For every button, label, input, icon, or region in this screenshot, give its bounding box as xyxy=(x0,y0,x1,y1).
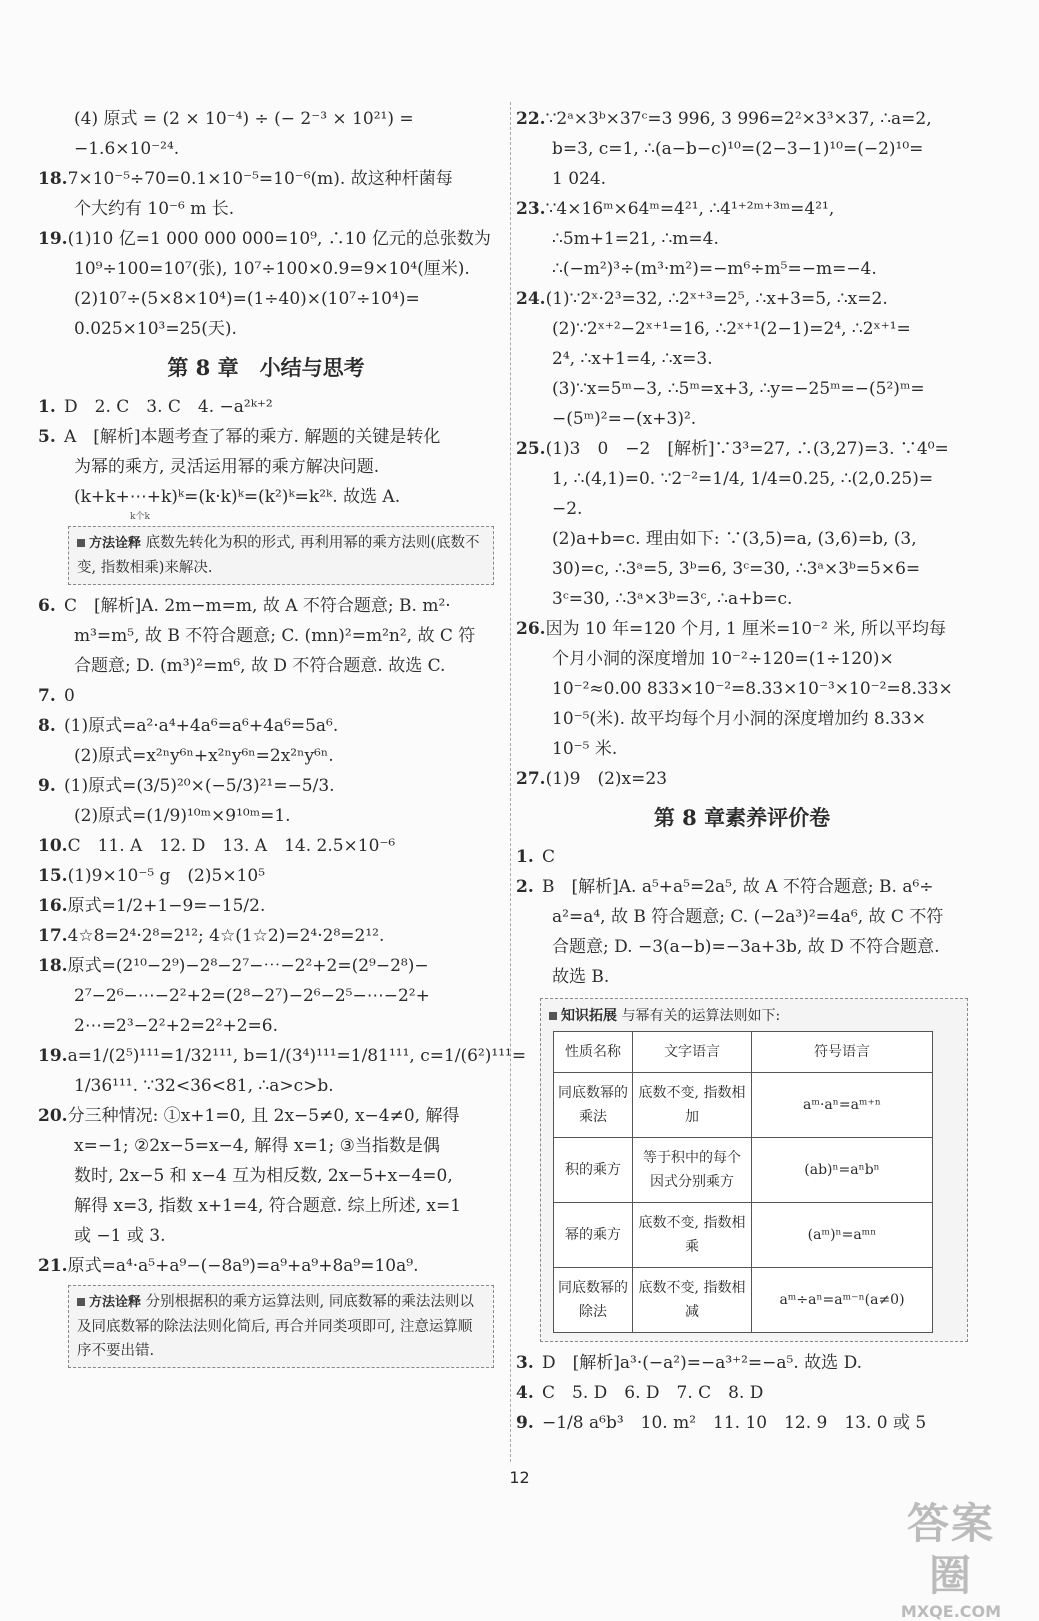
question-number: 9. xyxy=(38,776,56,796)
answer-text: D [解析]a³·(−a²)=−a³⁺²=−a⁵. 故选 D. xyxy=(542,1353,863,1373)
answer-line xyxy=(516,1348,968,1378)
question-number: 6. xyxy=(38,596,56,616)
answer-line xyxy=(38,771,494,801)
knowledge-box xyxy=(540,998,968,1342)
answer-line xyxy=(516,524,968,554)
table-cell: aᵐ÷aⁿ=aᵐ⁻ⁿ(a≠0) xyxy=(752,1268,933,1333)
answer-text: 10⁻²≈0.00 833×10⁻²=8.33×10⁻³×10⁻²=8.33× xyxy=(552,679,953,699)
answer-line xyxy=(38,1191,494,1221)
answer-line xyxy=(516,554,968,584)
answer-line xyxy=(516,404,968,434)
answer-text: (4) 原式 = (2 × 10⁻⁴) ÷ (− 2⁻³ × 10²¹) = xyxy=(74,109,414,129)
answer-text: C 11. A 12. D 13. A 14. 2.5×10⁻⁶ xyxy=(67,836,396,856)
answer-text: 2⁴, ∴x+1=4, ∴x=3. xyxy=(552,349,713,369)
question-number: 22. xyxy=(516,109,546,129)
table-cell: 底数不变, 指数相乘 xyxy=(633,1203,752,1268)
method-note-1 xyxy=(68,526,494,585)
answer-line xyxy=(38,951,494,981)
method-note-tag: 方法诠释 xyxy=(77,1295,141,1310)
column-divider xyxy=(510,102,511,1462)
question-number: 15. xyxy=(38,866,68,886)
answer-text: 合题意; D. −3(a−b)=−3a+3b, 故 D 不符合题意. xyxy=(552,937,940,957)
question-number: 25. xyxy=(516,439,546,459)
question-number: 4. xyxy=(516,1383,534,1403)
answer-text: 30)=c, ∴3ᵃ=5, 3ᵇ=6, 3ᶜ=30, ∴3ᵃ×3ᵇ=5×6= xyxy=(552,559,921,579)
table-header-cell: 性质名称 xyxy=(554,1032,633,1073)
answer-line xyxy=(38,1041,527,1071)
table-row xyxy=(554,1073,933,1138)
answer-line xyxy=(516,464,968,494)
answer-text: a=1/(2⁵)¹¹¹=1/32¹¹¹, b=1/(3⁴)¹¹¹=1/81¹¹¹, c=1/(6²)¹¹¹= xyxy=(67,1046,527,1066)
answer-text: A [解析]本题考查了幂的乘方. 解题的关键是转化 xyxy=(64,427,441,447)
table-header-cell: 文字语言 xyxy=(633,1032,752,1073)
table-cell: 同底数幂的乘法 xyxy=(554,1073,633,1138)
answer-text: (2)∵2ˣ⁺²−2ˣ⁺¹=16, ∴2ˣ⁺¹(2−1)=2⁴, ∴2ˣ⁺¹= xyxy=(552,319,911,339)
answer-text: C 5. D 6. D 7. C 8. D xyxy=(542,1383,764,1403)
underbrace-label: k个k xyxy=(130,512,150,522)
answer-line xyxy=(516,674,968,704)
answer-line xyxy=(516,644,968,674)
answer-line xyxy=(516,872,968,902)
method-note-tag: 方法诠释 xyxy=(77,536,141,551)
answer-line xyxy=(38,831,494,861)
answer-text: −2. xyxy=(552,499,583,519)
answer-text: (2)原式=x²ⁿy⁶ⁿ+x²ⁿy⁶ⁿ=2x²ⁿy⁶ⁿ. xyxy=(74,746,334,766)
answer-text: (2)10⁷÷(5×8×10⁴)=(1÷40)×(10⁷÷10⁴)= xyxy=(74,289,420,309)
answer-text: 分三种情况: ①x+1=0, 且 2x−5≠0, x−4≠0, 解得 xyxy=(67,1106,460,1126)
table-body xyxy=(554,1073,933,1333)
answer-text: (2)a+b=c. 理由如下: ∵(3,5)=a, (3,6)=b, (3, xyxy=(552,529,917,549)
left-answers-part2 xyxy=(38,392,494,512)
answer-line xyxy=(38,591,494,621)
question-number: 1. xyxy=(38,397,56,417)
answer-text: (2)原式=(1/9)¹⁰ᵐ×9¹⁰ᵐ=1. xyxy=(74,806,291,826)
answer-text: −(5ᵐ)²=−(x+3)². xyxy=(552,409,697,429)
method-note-2 xyxy=(68,1285,494,1368)
answer-text: 10⁹÷100=10⁷(张), 10⁷÷100×0.9=9×10⁴(厘米). xyxy=(74,259,470,279)
answer-line xyxy=(516,134,968,164)
answer-text: 3ᶜ=30, ∴3ᵃ×3ᵇ=3ᶜ, ∴a+b=c. xyxy=(552,589,793,609)
answer-text: 7×10⁻⁵÷70=0.1×10⁻⁵=10⁻⁶(m). 故这种杆菌每 xyxy=(67,169,453,189)
question-number: 3. xyxy=(516,1353,534,1373)
answer-text: 10⁻⁵(米). 故平均每个月小洞的深度增加约 8.33× xyxy=(552,709,926,729)
answer-line xyxy=(516,932,968,962)
question-number: 17. xyxy=(38,926,68,946)
answer-text: 数时, 2x−5 和 x−4 互为相反数, 2x−5+x−4=0, xyxy=(74,1166,453,1186)
answer-line xyxy=(38,891,494,921)
answer-text: B [解析]A. a⁵+a⁵=2a⁵, 故 A 不符合题意; B. a⁶÷ xyxy=(542,877,934,897)
answer-line xyxy=(38,452,494,482)
question-number: 5. xyxy=(38,427,56,447)
answer-line xyxy=(38,981,494,1011)
table-row xyxy=(554,1203,933,1268)
table-cell: 等于积中的每个因式分别乘方 xyxy=(633,1138,752,1203)
question-number: 24. xyxy=(516,289,546,309)
answer-text: −1/8 a⁶b³ 10. m² 11. 10 12. 9 13. 0 或 5 xyxy=(542,1413,927,1433)
answer-line xyxy=(38,1011,494,1041)
answer-line xyxy=(38,1131,494,1161)
table-cell: aᵐ·aⁿ=aᵐ⁺ⁿ xyxy=(752,1073,933,1138)
exponent-rules-table xyxy=(553,1031,933,1333)
answer-line xyxy=(38,1251,494,1281)
answer-text: b=3, c=1, ∴(a−b−c)¹⁰=(2−3−1)¹⁰=(−2)¹⁰= xyxy=(552,139,924,159)
answer-text: (1)∵2ˣ·2³=32, ∴2ˣ⁺³=2⁵, ∴x+3=5, ∴x=2. xyxy=(545,289,888,309)
answer-line xyxy=(516,164,968,194)
question-number: 23. xyxy=(516,199,546,219)
answer-text: ∵4×16ᵐ×64ᵐ=4²¹, ∴4¹⁺²ᵐ⁺³ᵐ=4²¹, xyxy=(545,199,835,219)
answer-text: 0.025×10³=25(天). xyxy=(74,319,237,339)
question-number: 21. xyxy=(38,1256,68,1276)
answer-line xyxy=(38,681,494,711)
answer-line xyxy=(38,224,494,254)
table-row xyxy=(554,1138,933,1203)
table-cell: 幂的乘方 xyxy=(554,1203,633,1268)
answer-line xyxy=(38,422,494,452)
answer-line xyxy=(38,314,494,344)
answer-line xyxy=(516,584,968,614)
answer-line xyxy=(516,104,968,134)
answer-text: 个大约有 10⁻⁶ m 长. xyxy=(74,199,235,219)
answer-text: 2⁷−2⁶−⋯−2²+2=(2⁸−2⁷)−2⁶−2⁵−⋯−2²+ xyxy=(74,986,430,1006)
answer-text: 1/36¹¹¹. ∵32<36<81, ∴a>c>b. xyxy=(74,1076,334,1096)
answer-line xyxy=(38,651,494,681)
question-number: 18. xyxy=(38,169,68,189)
answer-line xyxy=(38,741,494,771)
answer-text: ∴(−m²)³÷(m³·m²)=−m⁶÷m⁵=−m=−4. xyxy=(552,259,877,279)
answer-text: 4☆8=2⁴·2⁸=2¹²; 4☆(1☆2)=2⁴·2⁸=2¹². xyxy=(67,926,385,946)
answer-line xyxy=(38,861,494,891)
answer-line xyxy=(516,842,968,872)
answer-line xyxy=(516,224,968,254)
answer-text: (1)9×10⁻⁵ g (2)5×10⁵ xyxy=(67,866,266,886)
table-header-row xyxy=(554,1032,933,1073)
right-section-heading: 第 8 章素养评价卷 xyxy=(653,805,831,830)
table-cell: 底数不变, 指数相减 xyxy=(633,1268,752,1333)
answer-line xyxy=(516,734,968,764)
left-section-heading: 第 8 章 小结与思考 xyxy=(167,355,365,380)
table-row xyxy=(554,1268,933,1333)
question-number: 10. xyxy=(38,836,68,856)
answer-text: 解得 x=3, 指数 x+1=4, 符合题意. 综上所述, x=1 xyxy=(74,1196,462,1216)
answer-text: ∵2ᵃ×3ᵇ×37ᶜ=3 996, 3 996=2²×3³×37, ∴a=2, xyxy=(545,109,932,129)
question-number: 7. xyxy=(38,686,56,706)
table-cell: (ab)ⁿ=aⁿbⁿ xyxy=(752,1138,933,1203)
answer-text: (3)∵x=5ᵐ−3, ∴5ᵐ=x+3, ∴y=−25ᵐ=−(5²)ᵐ= xyxy=(552,379,925,399)
answer-text: (1)3 0 −2 [解析]∵3³=27, ∴(3,27)=3. ∵4⁰= xyxy=(545,439,949,459)
answer-line xyxy=(38,194,494,224)
answer-text: C [解析]A. 2m−m=m, 故 A 不符合题意; B. m²· xyxy=(64,596,451,616)
answer-line xyxy=(516,314,968,344)
answer-line xyxy=(516,494,968,524)
answer-text: 1, ∴(4,1)=0. ∵2⁻²=1/4, 1/4=0.25, ∴(2,0.25)= xyxy=(552,469,934,489)
answer-text: 原式=1/2+1−9=−15/2. xyxy=(67,896,266,916)
answer-text: 合题意; D. (m³)²=m⁶, 故 D 不符合题意. 故选 C. xyxy=(74,656,446,676)
answer-text: (1)9 (2)x=23 xyxy=(545,769,668,789)
watermark-logo: 答案圈 MXQE.COM xyxy=(900,1499,1002,1621)
answer-line xyxy=(38,1221,494,1251)
answer-line xyxy=(516,614,968,644)
answer-text: a²=a⁴, 故 B 符合题意; C. (−2a³)²=4a⁶, 故 C 不符 xyxy=(552,907,944,927)
question-number: 2. xyxy=(516,877,534,897)
knowledge-header: 知识拓展 与幂有关的运算法则如下: xyxy=(549,1005,959,1027)
answer-line xyxy=(38,104,494,134)
answer-line xyxy=(38,1101,494,1131)
answer-text: (k+k+⋯+k)ᵏ=(k·k)ᵏ=(k²)ᵏ=k²ᵏ. 故选 A. xyxy=(74,487,401,507)
right-answers-part1 xyxy=(516,104,968,794)
answer-text: 2⋯=2³−2²+2=2²+2=6. xyxy=(74,1016,279,1036)
left-answers-part3 xyxy=(38,591,527,1281)
answer-text: −1.6×10⁻²⁴. xyxy=(74,139,180,159)
method-note-text: 分别根据积的乘方运算法则, 同底数幂的乘法法则以及同底数幂的除法法则化简后, 再合并同类项即可, 注意运算顺序不要出错. xyxy=(77,1294,474,1359)
table-cell: (aᵐ)ⁿ=aᵐⁿ xyxy=(752,1203,933,1268)
answer-text: (1)原式=a²·a⁴+4a⁶=a⁶+4a⁶=5a⁶. xyxy=(64,716,339,736)
answer-text: 10⁻⁵ 米. xyxy=(552,739,618,759)
answer-text: 原式=a⁴·a⁵+a⁹−(−8a⁹)=a⁹+a⁹+8a⁹=10a⁹. xyxy=(67,1256,419,1276)
answer-text: x=−1; ②2x−5=x−4, 解得 x=1; ③当指数是偶 xyxy=(74,1136,440,1156)
answer-line xyxy=(516,254,968,284)
answer-line xyxy=(38,284,494,314)
answer-text: D 2. C 3. C 4. −a²ᵏ⁺² xyxy=(64,397,273,417)
answer-line xyxy=(38,1071,494,1101)
answer-line xyxy=(38,392,494,422)
right-column xyxy=(516,104,968,1438)
question-number: 26. xyxy=(516,619,546,639)
answer-line xyxy=(38,1161,494,1191)
answer-line xyxy=(516,704,968,734)
answer-line xyxy=(38,134,494,164)
left-column xyxy=(38,104,527,1374)
answer-line xyxy=(516,902,968,932)
right-answers-part3 xyxy=(516,1348,968,1438)
answer-text: 或 −1 或 3. xyxy=(74,1226,166,1246)
answer-line xyxy=(516,764,968,794)
question-number: 18. xyxy=(38,956,68,976)
answer-line xyxy=(516,344,968,374)
answer-line xyxy=(38,621,494,651)
answer-line xyxy=(38,921,494,951)
answer-text: 个月小洞的深度增加 10⁻²÷120=(1÷120)× xyxy=(552,649,894,669)
answer-text: (1)10 亿=1 000 000 000=10⁹, ∴10 亿元的总张数为 xyxy=(67,229,491,249)
answer-text: 原式=(2¹⁰−2⁹)−2⁸−2⁷−⋯−2²+2=(2⁹−2⁸)− xyxy=(67,956,429,976)
answer-text: 为幂的乘方, 灵活运用幂的乘方解决问题. xyxy=(74,457,380,477)
answer-line xyxy=(516,962,968,992)
answer-text: m³=m⁵, 故 B 不符合题意; C. (mn)²=m²n², 故 C 符 xyxy=(74,626,476,646)
answer-line xyxy=(38,711,494,741)
question-number: 1. xyxy=(516,847,534,867)
table-cell: 积的乘方 xyxy=(554,1138,633,1203)
answer-text: (1)原式=(3/5)²⁰×(−5/3)²¹=−5/3. xyxy=(64,776,335,796)
answer-line xyxy=(516,1408,968,1438)
question-number: 9. xyxy=(516,1413,534,1433)
table-cell: 底数不变, 指数相加 xyxy=(633,1073,752,1138)
page-number: 12 xyxy=(509,1468,530,1487)
left-answers-part1 xyxy=(38,104,494,344)
answer-line xyxy=(38,164,494,194)
answer-line xyxy=(38,482,494,512)
question-number: 16. xyxy=(38,896,68,916)
question-number: 19. xyxy=(38,229,68,249)
table-cell: 同底数幂的除法 xyxy=(554,1268,633,1333)
answer-text: 故选 B. xyxy=(552,967,610,987)
question-number: 20. xyxy=(38,1106,68,1126)
answer-line xyxy=(516,284,968,314)
question-number: 8. xyxy=(38,716,56,736)
question-number: 27. xyxy=(516,769,546,789)
answer-line xyxy=(516,1378,968,1408)
answer-line xyxy=(516,374,968,404)
right-answers-part2 xyxy=(516,842,968,992)
answer-text: ∴5m+1=21, ∴m=4. xyxy=(552,229,719,249)
method-note-text: 底数先转化为积的形式, 再利用幂的乘方法则(底数不变, 指数相乘)来解决. xyxy=(77,535,480,576)
answer-line xyxy=(516,434,968,464)
question-number: 19. xyxy=(38,1046,68,1066)
answer-line xyxy=(38,801,494,831)
table-header-cell: 符号语言 xyxy=(752,1032,933,1073)
answer-text: 因为 10 年=120 个月, 1 厘米=10⁻² 米, 所以平均每 xyxy=(545,619,947,639)
answer-text: C xyxy=(542,847,556,867)
answer-text: 1 024. xyxy=(552,169,607,189)
answer-line xyxy=(38,254,494,284)
answer-line xyxy=(516,194,968,224)
answer-text: 0 xyxy=(64,686,75,706)
